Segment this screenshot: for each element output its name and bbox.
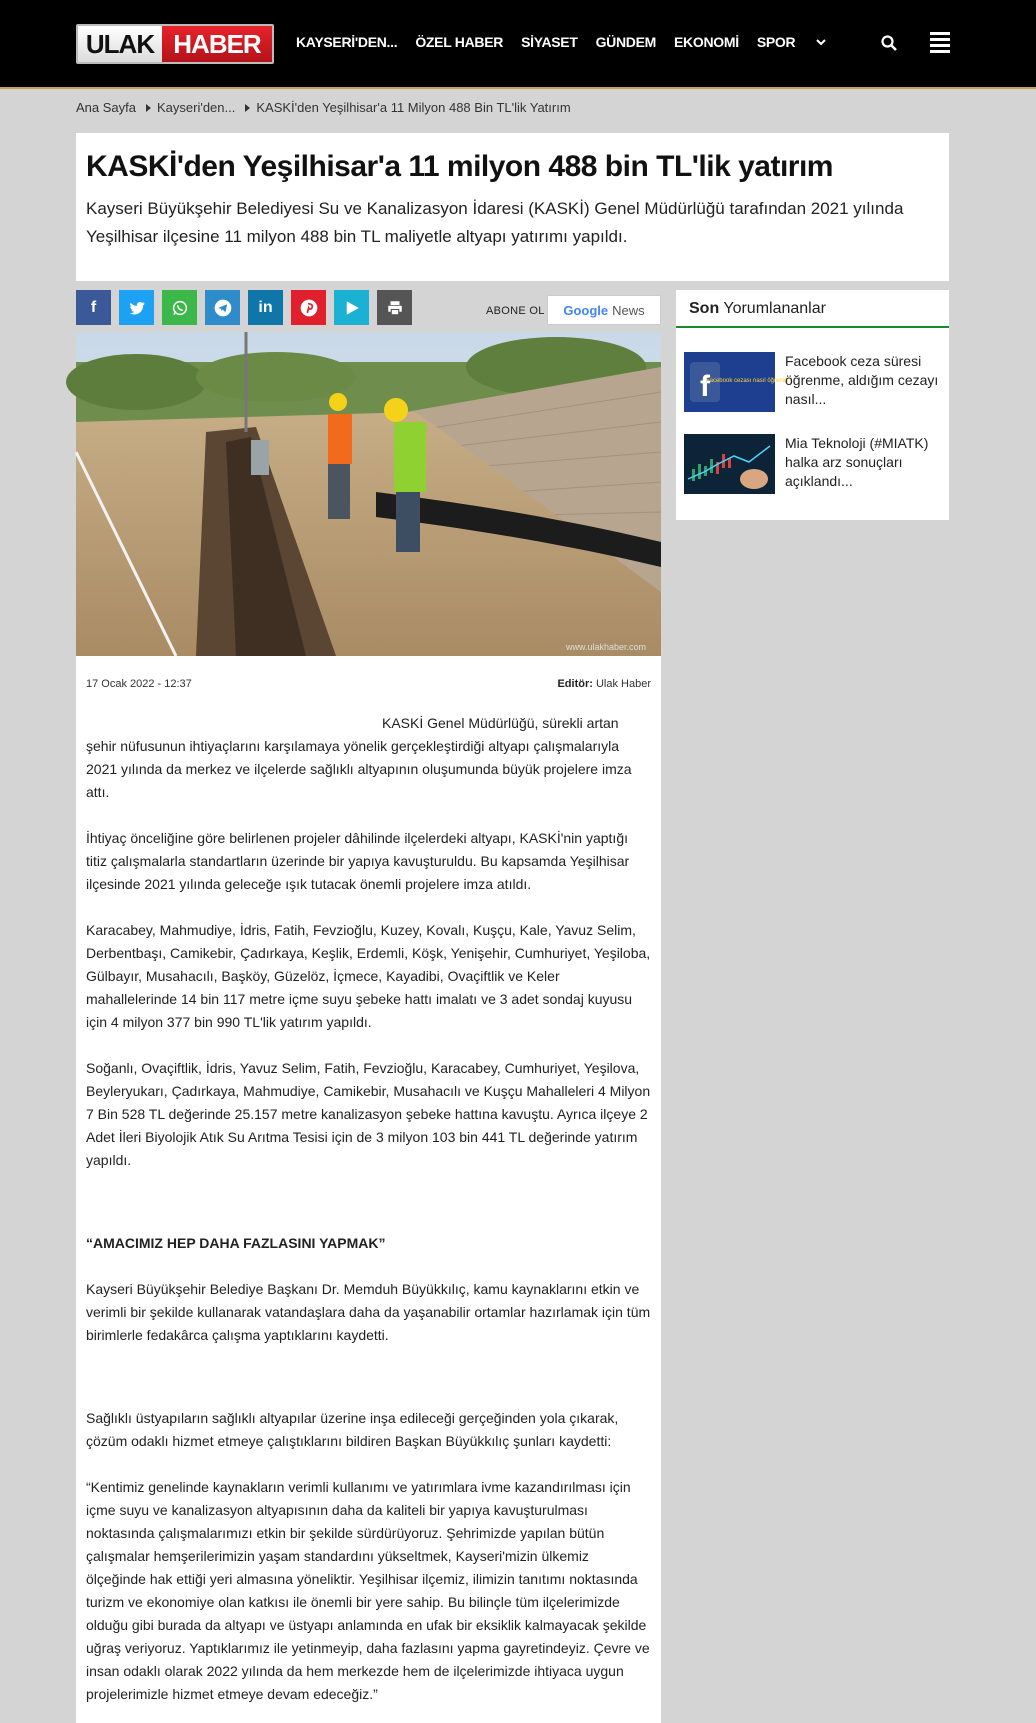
print-button[interactable] bbox=[377, 290, 412, 325]
logo-ulak: ULAK bbox=[78, 26, 162, 62]
article-paragraph: Soğanlı, Ovaçiftlik, İdris, Yavuz Selim, Fatih, Fevzioğlu, Karacabey, Cumhuriyet, Yeşilova, Beyleryukarı, Çadırkaya, Mahmudiye, Camikebir, Musahacılı ve Kuşçu Mahalleleri 4 Milyon 7 Bin 528 TL değerinde 25.157 metre kanalizasyon şebeke hattına kavuştu. Ayrıca ilçeye 2 Adet İleri Biyolojik Atık Su Arıtma Tesisi için de 3 milyon 103 bin 441 TL değerinde yatırım yapıldı. bbox=[86, 1060, 651, 1168]
article-title: KASKİ'den Yeşilhisar'a 11 milyon 488 bin TL'lik yatırım bbox=[86, 150, 833, 183]
main-nav bbox=[296, 34, 829, 50]
print-icon bbox=[386, 299, 404, 317]
site-logo[interactable] bbox=[76, 24, 274, 64]
sidebar-item-caption[interactable]: Mia Teknoloji (#MIATK) halka arz sonuçları açıklandı... bbox=[785, 435, 929, 489]
editor-label: Editör: bbox=[557, 678, 593, 690]
article-paragraph: Kayseri Büyükşehir Belediye Başkanı Dr. Memduh Büyükkılıç, kamu kaynaklarını etkin ve verimli bir şekilde kullanarak vatandaşlara daha da yaşanabilir ortamlar hazırlamak için tüm birimlerle fedakârca çalışma yaptıklarını kaydetti. bbox=[86, 1281, 651, 1343]
facebook-icon: f bbox=[90, 298, 97, 316]
sidebar-item-caption[interactable]: Facebook ceza süresi öğrenme, aldığım cezayı nasıl... bbox=[785, 353, 939, 407]
share-play-button[interactable] bbox=[334, 290, 369, 325]
nav-item-siyaset[interactable]: SİYASET bbox=[521, 34, 578, 50]
article-paragraph: Karacabey, Mahmudiye, İdris, Fatih, Fevzioğlu, Kuzey, Kovalı, Kuşçu, Kale, Yavuz Selim, Derbentbaşı, Camikebir, Çadırkaya, Keşlik, Erdemli, Köşk, Yenişehir, Cumhuriyet, Yeşiloba, Gülbayır, Musahacılı, Başköy, Güzelöz, İçmece, Kayadibi, Ovaçiftlik ve Keler mahallelerinde 14 bin 117 metre içme suyu şebeke hattı imalatı ve 3 adet sondaj kuyusu için 4 milyon 377 bin 990 TL'lik yatırım yapıldı. bbox=[86, 922, 651, 1030]
nav-item-spor[interactable]: SPOR bbox=[756, 34, 796, 50]
editor-name: Ulak Haber bbox=[595, 678, 651, 690]
google-wordmark: Google bbox=[563, 302, 609, 318]
share-pinterest-button[interactable] bbox=[291, 290, 326, 325]
nav-item-ekonomi[interactable]: EKONOMİ bbox=[674, 34, 739, 50]
sidebar-title-bold: Son bbox=[689, 300, 720, 317]
sidebar-item[interactable] bbox=[684, 434, 949, 494]
thumbnail-caption: Facebook cezası nasıl öğrenilir? bbox=[705, 378, 793, 384]
logo-haber: HABER bbox=[162, 26, 272, 62]
nav-item-kayseri[interactable]: KAYSERİ'DEN... bbox=[296, 34, 398, 50]
sidebar-item[interactable] bbox=[684, 352, 949, 412]
linkedin-icon: in bbox=[258, 298, 273, 316]
google-news-button[interactable] bbox=[547, 295, 661, 325]
article-header bbox=[76, 133, 949, 281]
article-body bbox=[76, 656, 661, 1723]
sidebar-title-rest: Yorumlananlar bbox=[723, 300, 826, 317]
news-label: News bbox=[612, 302, 645, 318]
pinterest-icon bbox=[299, 298, 319, 318]
article-image bbox=[76, 332, 661, 656]
sidebar-recent-comments bbox=[676, 290, 949, 520]
article-paragraph: Sağlıklı üstyapıların sağlıklı altyapılar üzerine inşa edileceği gerçeğinden yola çıkarak, çözüm odaklı hizmet etmeye çalıştıklarını bildiren Başkan Büyükkılıç şunları kaydetti: bbox=[86, 1410, 619, 1449]
nav-item-gundem[interactable]: GÜNDEM bbox=[595, 34, 657, 50]
article-paragraph: İhtiyaç önceliğine göre belirlenen projeler dâhilinde ilçelerdeki altyapı, KASKİ'nin yaptığı titiz çalışmalarla standartların üzerinde bir yapıya kavuşturuldu. Bu kapsamda Yeşilhisar ilçesinde 2021 yılında geleceğe ışık tutacak önemli projelere imza atıldı. bbox=[86, 830, 630, 892]
share-telegram-button[interactable] bbox=[205, 290, 240, 325]
hamburger-menu-icon[interactable] bbox=[930, 32, 950, 48]
sidebar-title bbox=[676, 290, 949, 328]
article-editor bbox=[557, 678, 651, 690]
subscribe-label: ABONE OL bbox=[486, 305, 545, 317]
article-summary: Kayseri Büyükşehir Belediyesi Su ve Kanalizasyon İdaresi (KASKİ) Genel Müdürlüğü tarafından 2021 yılında Yeşilhisar ilçesine 11 milyon 488 bin TL maliyetle altyapı yatırımı yapıldı. bbox=[86, 199, 904, 246]
breadcrumb-home[interactable]: Ana Sayfa bbox=[76, 100, 136, 115]
share-whatsapp-button[interactable] bbox=[162, 290, 197, 325]
site-header bbox=[0, 0, 1036, 89]
share-linkedin-button[interactable] bbox=[248, 290, 283, 325]
article-paragraph: KASKİ Genel Müdürlüğü, sürekli artan şehir nüfusunun ihtiyaçlarını karşılamaya yönelik gerçekleştirdiği altyapı çalışmalarıyla 2021 yılında da merkez ve ilçelerde sağlıklı altyapının oluşumunda büyük projelere imza attı. bbox=[86, 715, 632, 800]
nav-item-ozel-haber[interactable]: ÖZEL HABER bbox=[415, 34, 504, 50]
breadcrumb bbox=[76, 100, 571, 115]
breadcrumb-current: KASKİ'den Yeşilhisar'a 11 Milyon 488 Bin TL'lik Yatırım bbox=[256, 100, 571, 115]
share-facebook-button[interactable] bbox=[76, 290, 111, 325]
sidebar-item-thumbnail[interactable] bbox=[684, 434, 775, 494]
article-text bbox=[86, 712, 651, 1706]
image-watermark: www.ulakhaber.com bbox=[565, 642, 646, 652]
chevron-down-icon[interactable] bbox=[813, 34, 829, 50]
sidebar-item-thumbnail[interactable] bbox=[684, 352, 793, 412]
article-meta bbox=[86, 678, 651, 690]
telegram-icon bbox=[213, 298, 233, 318]
whatsapp-icon bbox=[171, 299, 189, 317]
article-date: 17 Ocak 2022 - 12:37 bbox=[86, 678, 192, 690]
twitter-icon bbox=[128, 299, 146, 317]
article-quote: “Kentimiz genelinde kaynakların verimli kullanımı ve yatırımlara ivme kazandırılması için içme suyu ve kanalizasyon altyapısının daha da kaliteli bir yapıya kavuşturulması noktasında çalışmalarımızı etkin bir şekilde sürdürüyoruz. Şehrimizde yapılan bütün çalışmalar hemşerilerimizin yaşam standardını yükseltmek, Kayseri'mizin ülkemiz ölçeğinde hak ettiği yeri almasına yöneliktir. Yeşilhisar ilçemiz, ilimizin tanıtımı noktasında turizm ve ekonomiye olan katkısı ile önemli bir yere sahip. Bu bilinçle tüm ilçelerimizde olduğu gibi burada da altyapı ve üstyapı anlamında en ufak bir eksiklik kalmayacak şekilde uğraş veriyoruz. Yaptıklarımız ile yetinmeyip, daha fazlasını yapma gayretindeyiz. Çevre ve insan odaklı olarak 2022 yılında da hem merkezde hem de ilçelerimizde ihtiyaca uygun projelerimizle hizmet etmeye devam edeceğiz.” bbox=[86, 1479, 650, 1702]
play-icon bbox=[343, 299, 361, 317]
facebook-icon: f bbox=[700, 370, 710, 403]
breadcrumb-category[interactable]: Kayseri'den... bbox=[157, 100, 236, 115]
breadcrumb-arrow-icon bbox=[245, 104, 250, 112]
breadcrumb-arrow-icon bbox=[146, 104, 151, 112]
article-subheading: “AMACIMIZ HEP DAHA FAZLASINI YAPMAK” bbox=[86, 1235, 386, 1251]
search-icon[interactable] bbox=[880, 34, 898, 52]
share-twitter-button[interactable] bbox=[119, 290, 154, 325]
share-bar bbox=[76, 290, 412, 325]
